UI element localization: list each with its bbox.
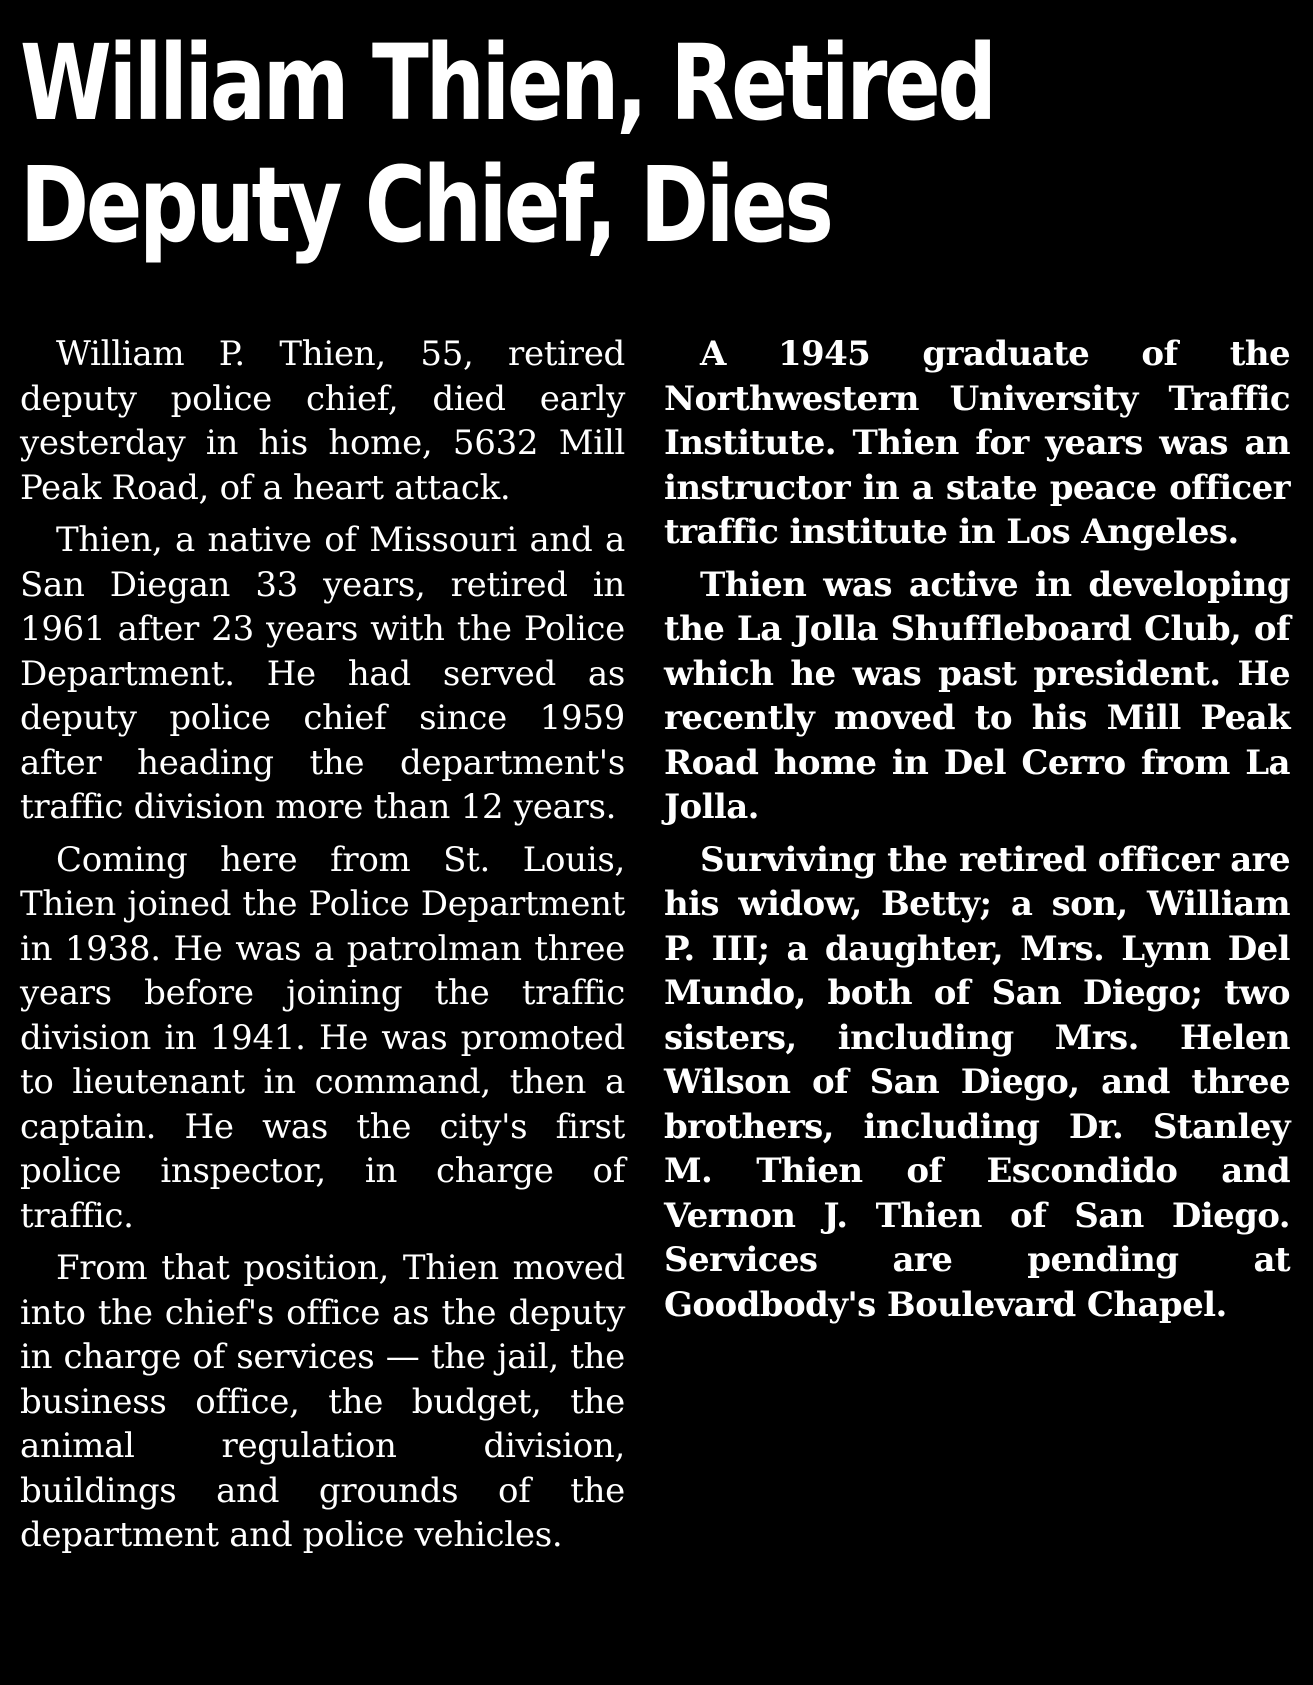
paragraph: A 1945 graduate of the Northwestern University Traffic Institute. Thien for years was an instructor in a state peace officer traffic institute in Los Angeles. [664, 334, 1290, 552]
paragraph: Thien, a native of Missouri and a San Diegan 33 years, retired in 1961 after 23 years with the Police Department. He had served as deputy police chief since 1959 after heading the department's traffic division more than 12 years. [20, 520, 625, 827]
headline: William Thien, Retired Deputy Chief, Dies [20, 22, 994, 266]
paragraph: From that position, Thien moved into the chief's office as the deputy in charge of services — the jail, the business office, the budget, the animal regulation division, buildings and grounds of the department and police vehicles. [20, 1248, 625, 1555]
left-column [20, 332, 625, 1566]
right-column [664, 332, 1290, 1335]
paragraph: Surviving the retired officer are his widow, Betty; a son, William P. III; a daughter, Mrs. Lynn Del Mundo, both of San Diego; two sisters, including Mrs. Helen Wilson of San Diego, and three brothers, including Dr. Stanley M. Thien of Escondido and Vernon J. Thien of San Diego. Services are pending at Goodbody's Boulevard Chapel. [664, 839, 1290, 1325]
paragraph: Coming here from St. Louis, Thien joined the Police Department in 1938. He was a patrolman three years before joining the traffic division in 1941. He was promoted to lieutenant in command, then a captain. He was the city's first police inspector, in charge of traffic. [20, 839, 625, 1236]
paragraph: William P. Thien, 55, retired deputy police chief, died early yesterday in his home, 5632 Mill Peak Road, of a heart attack. [20, 334, 625, 508]
paragraph: Thien was active in developing the La Jolla Shuffleboard Club, of which he was past president. He recently moved to his Mill Peak Road home in Del Cerro from La Jolla. [664, 564, 1290, 827]
article-body [20, 332, 1290, 1672]
